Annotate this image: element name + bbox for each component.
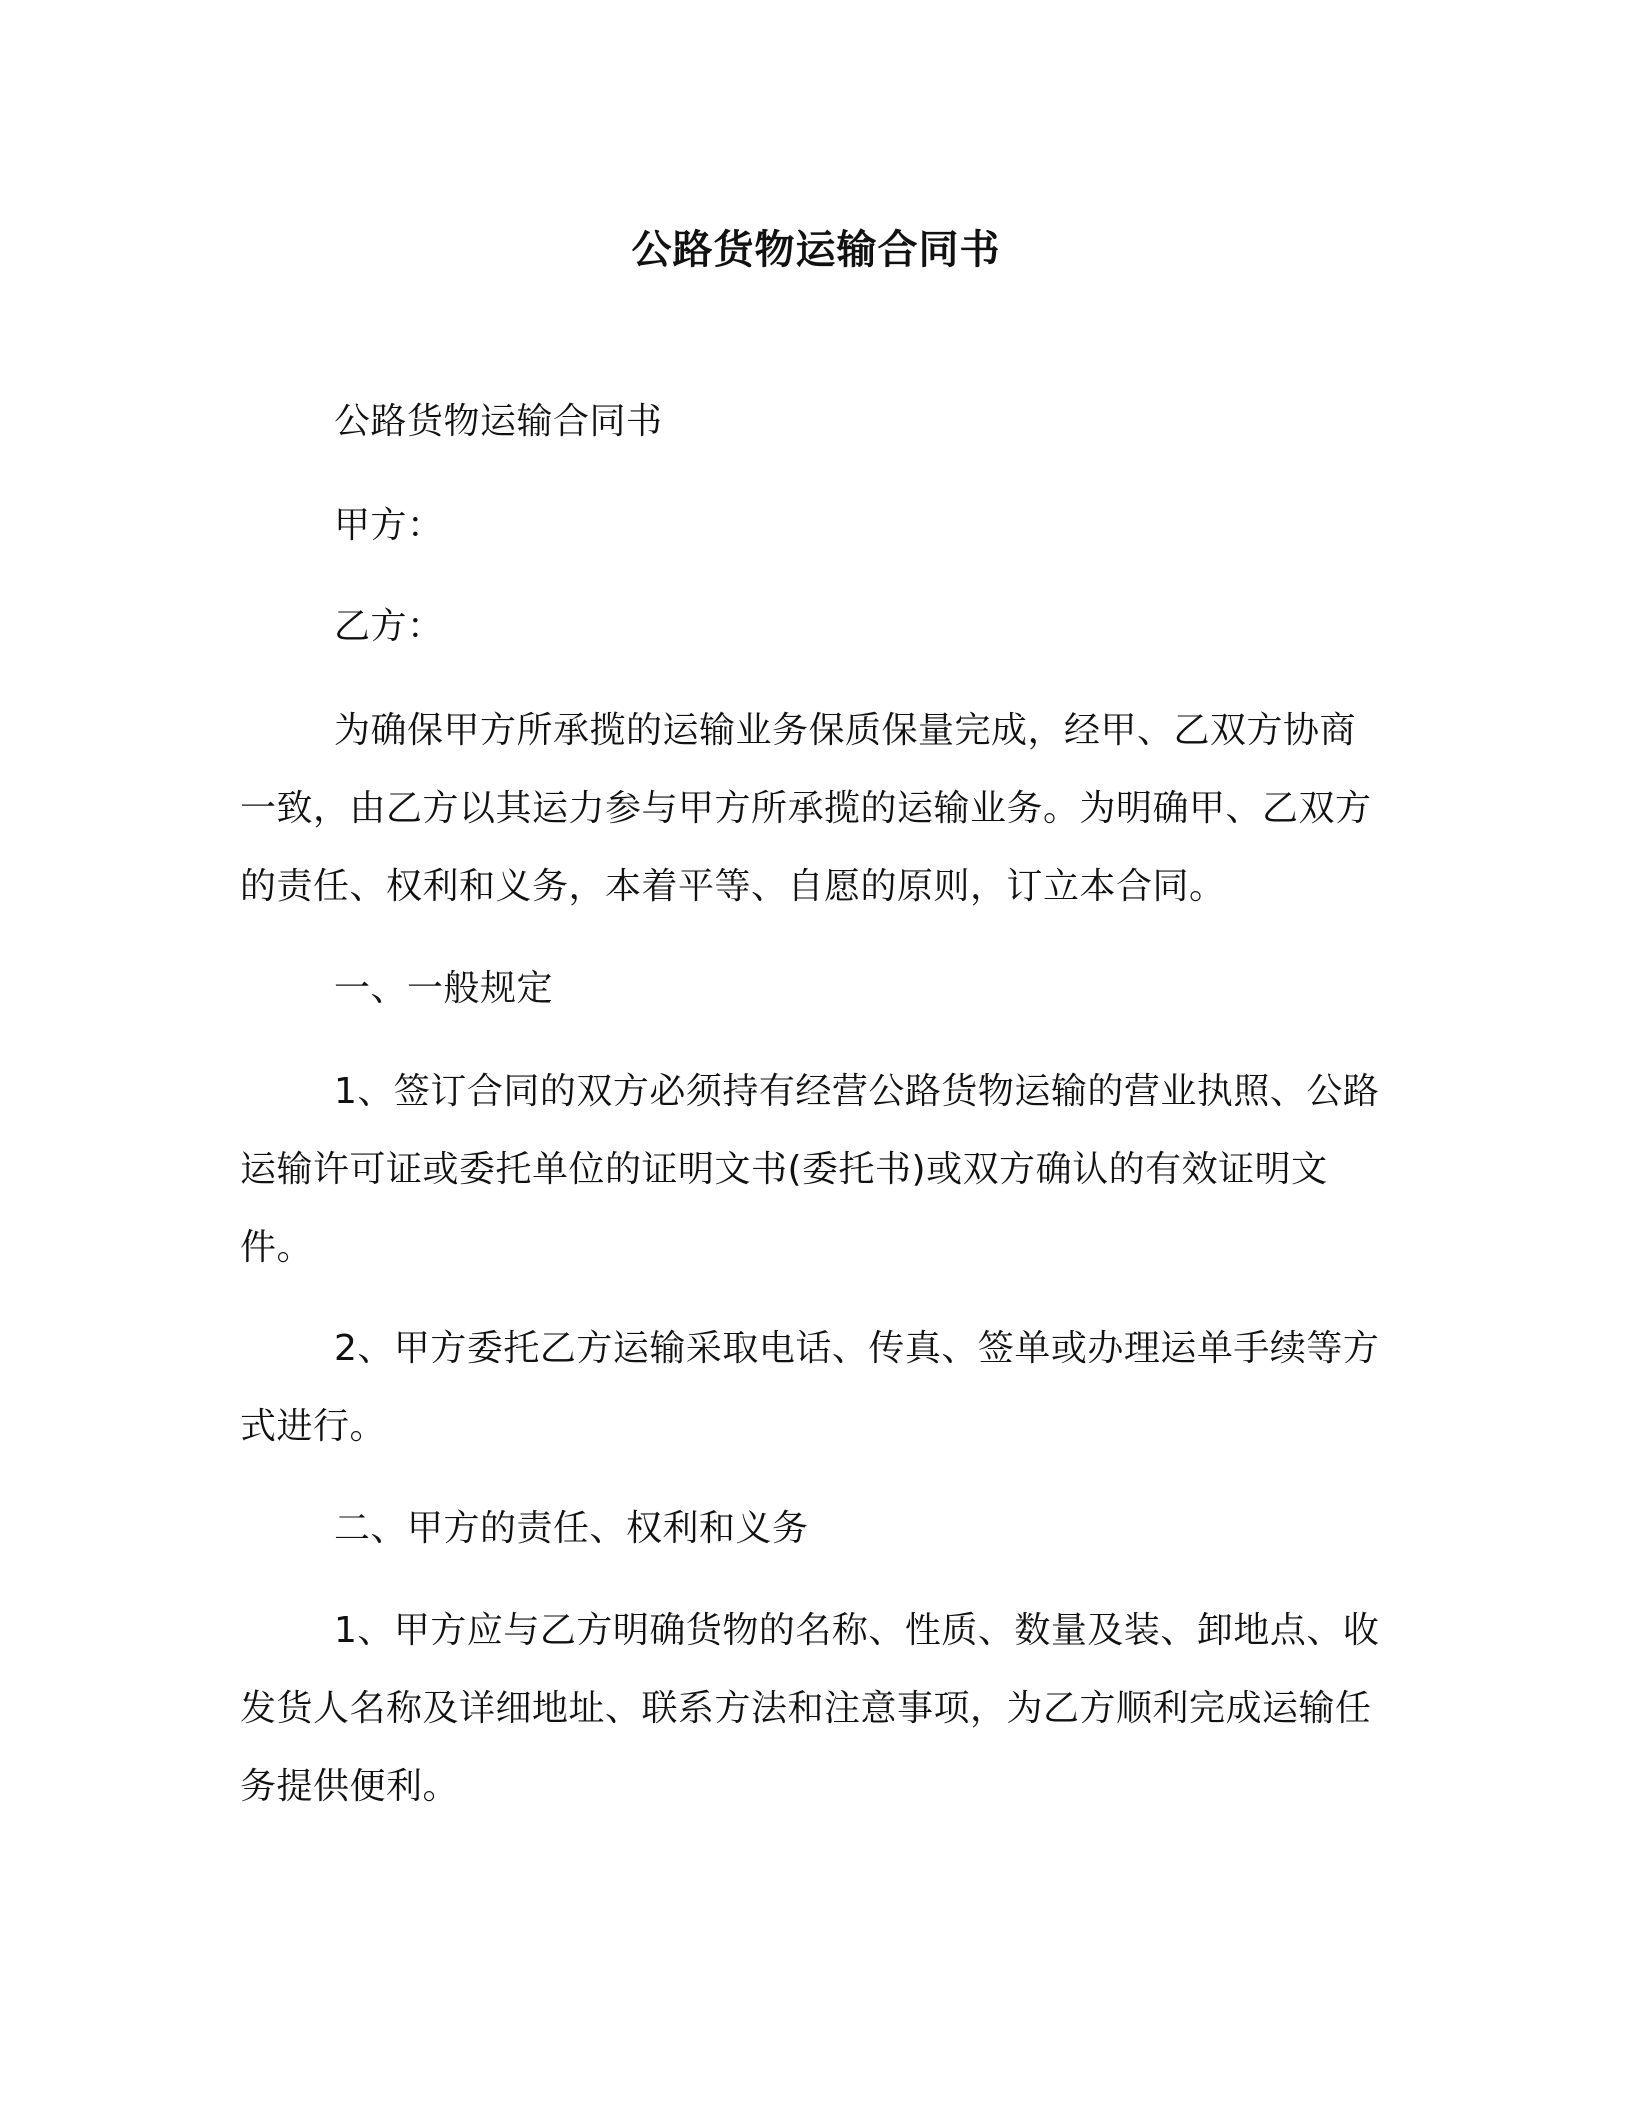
- subtitle-paragraph: 公路货物运输合同书: [334, 401, 663, 442]
- party-a-paragraph: 甲方：: [334, 505, 444, 546]
- clause-paragraph: 1、签订合同的双方必须持有经营公路货物运输的营业执照、公路运输许可证或委托单位的证明文书(委托书)或双方确认的有效证明文件。: [240, 1071, 1380, 1268]
- party-b-paragraph: 乙方：: [334, 606, 444, 647]
- section-heading-party-a: 二、甲方的责任、权利和义务: [334, 1508, 809, 1549]
- clause-paragraph: 2、甲方委托乙方运输采取电话、传真、签单或办理运单手续等方式进行。: [240, 1328, 1380, 1447]
- document-title: 公路货物运输合同书: [631, 227, 1001, 273]
- clause-paragraph: 1、甲方应与乙方明确货物的名称、性质、数量及装、卸地点、收发货人名称及详细地址、联系方法和注意事项，为乙方顺利完成运输任务提供便利。: [240, 1610, 1380, 1807]
- preamble-paragraph: 为确保甲方所承揽的运输业务保质保量完成，经甲、乙双方协商一致，由乙方以其运力参与甲方所承揽的运输业务。为明确甲、乙双方的责任、权利和义务，本着平等、自愿的原则，订立本合同。: [240, 710, 1372, 907]
- section-heading-general: 一、一般规定: [334, 968, 554, 1009]
